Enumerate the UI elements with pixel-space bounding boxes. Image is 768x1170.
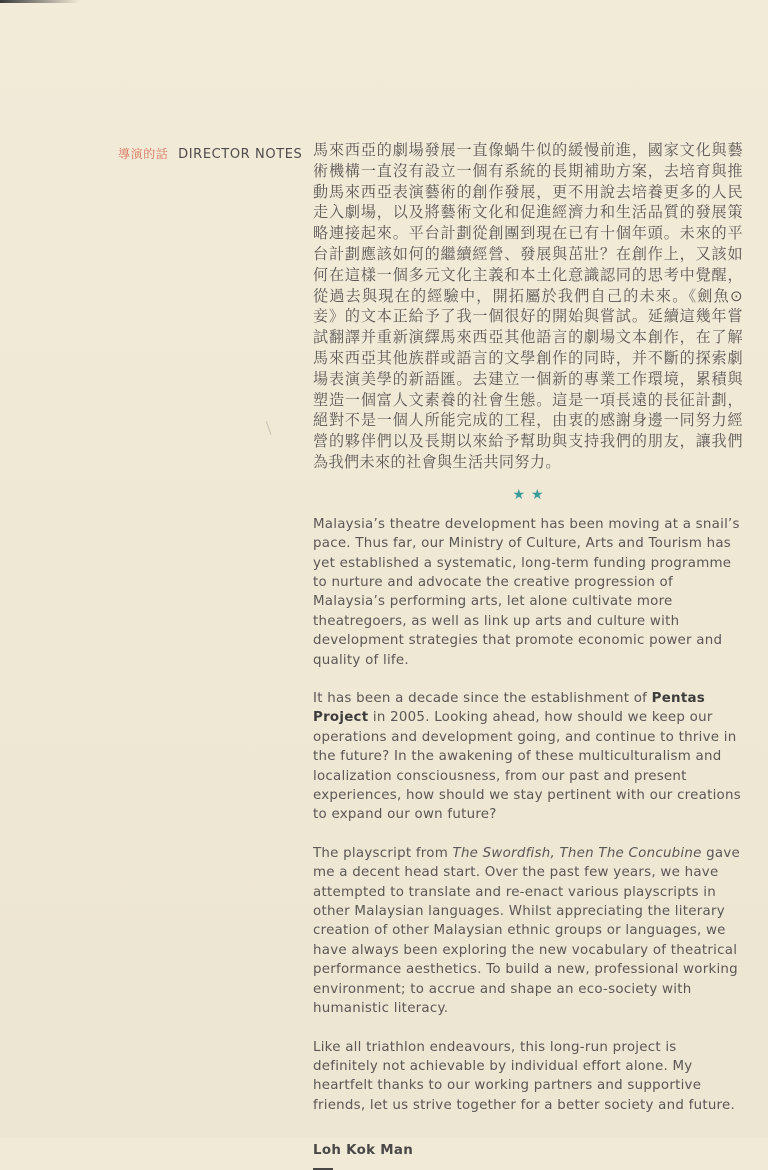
paragraph-text: gave me a decent head start. Over the past few years, we have attempted to translate and re-enact various playscripts in other Malaysian languages. Whilst appreciating the literary creation of other Malaysian ethnic groups or languages, we have always been exploring the new vocabulary of theatrical performance aesthetics. To build a new, professional working environment; to accrue and shape an eco-society with humanistic literacy.: [313, 845, 740, 1017]
section-heading-chinese: 導演的話: [118, 147, 169, 161]
chinese-paragraph: 馬來西亞的劇場發展一直像蝸牛似的緩慢前進，國家文化與藝術機構一直沒有設立一個有系統的長期補助方案，去培育與推動馬來西亞表演藝術的創作發展，更不用說去培養更多的人民走入劇場，以及將藝術文化和促進經濟力和生活品質的發展策略連接起來。平台計劃從創團到現在已有十個年頭。未來的平台計劃應該如何的繼續經營、發展與茁壯？在創作上，又該如何在這樣一個多元文化主義和本土化意識認同的思考中覺醒，從過去與現在的經驗中，開拓屬於我們自己的未來。《劍魚⊙妾》的文本正給予了我一個很好的開始與嘗試。延續這幾年嘗試翻譯并重新演繹馬來西亞其他語言的劇場文本創作，在了解馬來西亞其他族群或語言的文學創作的同時，并不斷的探索劇場表演美學的新語匯。去建立一個新的專業工作環境，累積與塑造一個富人文素養的社會生態。這是一項長遠的長征計劃，絕對不是一個人所能完成的工程，由衷的感謝身邊一同努力經營的夥伴們以及長期以來給予幫助與支持我們的朋友，讓我們為我們未來的社會與生活共同努力。: [313, 141, 743, 471]
director-notes-body: [313, 140, 743, 1170]
paragraph-text: in 2005. Looking ahead, how should we keep our operations and development going, and continue to thrive in the future? In the awakening of these multiculturalism and localization consciousness, from our past and present experiences, how should we stay pertinent with our creations to expand our own future?: [313, 710, 741, 823]
section-heading-english: DIRECTOR NOTES: [178, 147, 303, 162]
english-paragraph-1: Malaysia’s theatre development has been moving at a snail’s pace. Thus far, our Ministry of Culture, Arts and Tourism has yet established a systematic, long-term funding programme to nurture and advocate the creative progression of Malaysia’s performing arts, let alone cultivate more theatregoers, as well as link up arts and culture with development strategies that promote economic power and quality of life.: [313, 516, 740, 668]
signature-name: Loh Kok Man: [313, 1143, 414, 1159]
scan-artifact: [266, 419, 277, 435]
play-title: The Swordfish, Then The Concubine: [452, 845, 702, 861]
section-heading: [118, 145, 302, 164]
scan-edge-shadow: [0, 0, 80, 3]
paragraph-text: The playscript from: [313, 845, 453, 861]
star-icon: ★★: [512, 486, 550, 503]
paragraph-text: It has been a decade since the establishment of: [313, 691, 652, 706]
english-paragraph-2: [313, 689, 743, 825]
project-name: Pentas Project: [313, 691, 705, 726]
english-paragraph-4: Like all triathlon endeavours, this long-run project is definitely not achievable by individual effort alone. My heartfelt thanks to our working partners and supportive friends, let us strive together for a better society and future.: [313, 1039, 736, 1113]
english-paragraph-3: [313, 844, 743, 1019]
